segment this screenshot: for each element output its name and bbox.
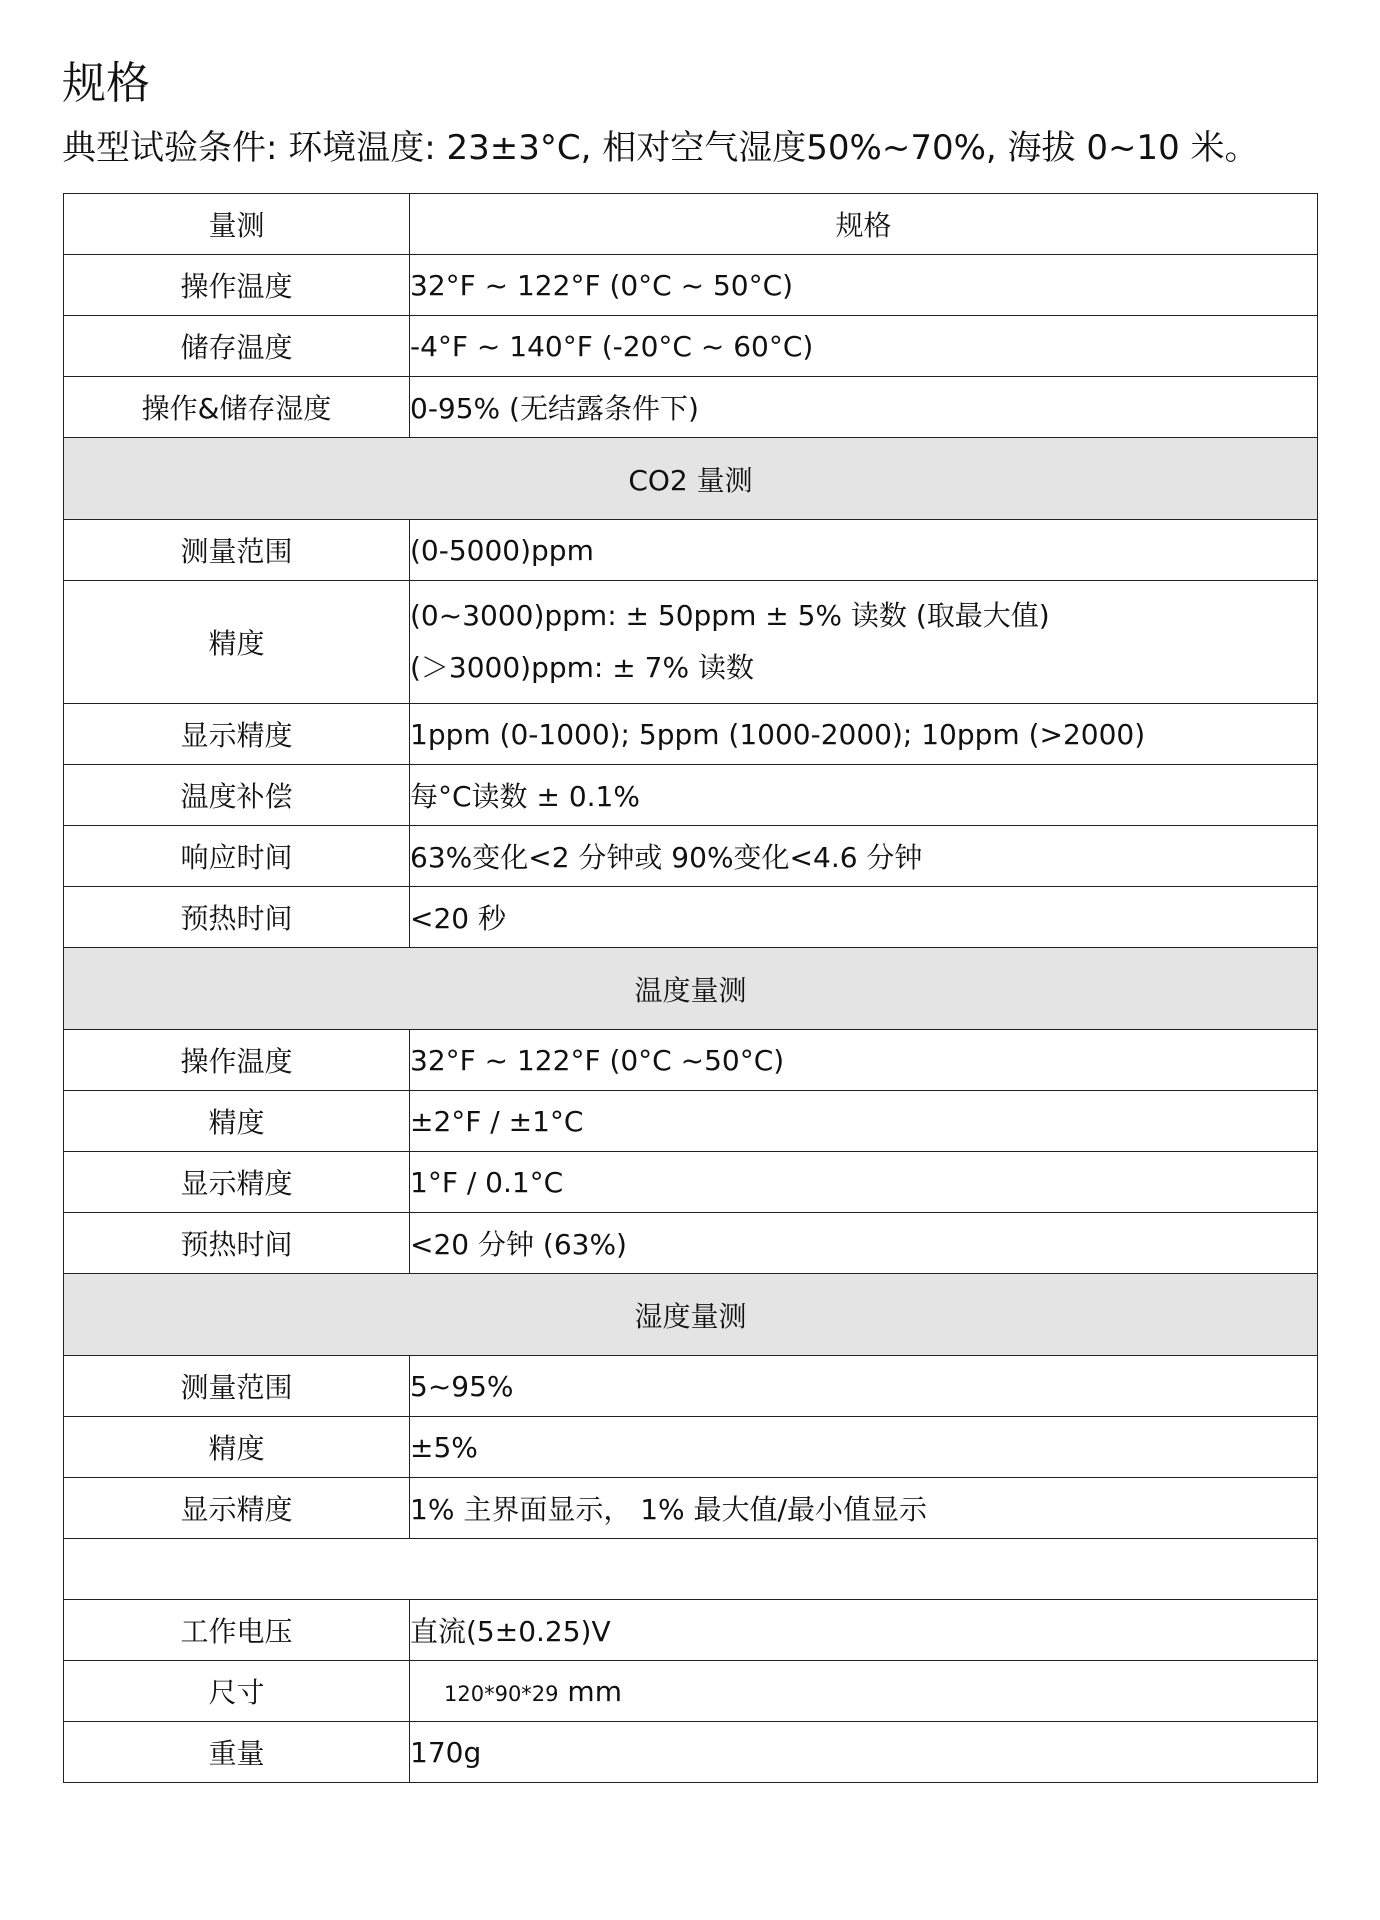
row-label: 储存温度 bbox=[64, 316, 410, 377]
table-row bbox=[64, 1722, 1318, 1783]
row-value: (0-5000)ppm bbox=[410, 520, 1318, 581]
row-label: 温度补偿 bbox=[64, 765, 410, 826]
header-measure: 量测 bbox=[64, 194, 410, 255]
row-label: 显示精度 bbox=[64, 1152, 410, 1213]
table-row bbox=[64, 377, 1318, 438]
section-header-temperature bbox=[64, 948, 1318, 1030]
table-row bbox=[64, 1417, 1318, 1478]
section-header-humidity bbox=[64, 1274, 1318, 1356]
row-label: 预热时间 bbox=[64, 887, 410, 948]
row-value: 1°F / 0.1°C bbox=[410, 1152, 1318, 1213]
row-label: 精度 bbox=[64, 1091, 410, 1152]
table-row bbox=[64, 887, 1318, 948]
row-label: 重量 bbox=[64, 1722, 410, 1783]
row-label: 精度 bbox=[64, 581, 410, 704]
table-row bbox=[64, 1356, 1318, 1417]
row-value: 63%变化<2 分钟或 90%变化<4.6 分钟 bbox=[410, 826, 1318, 887]
table-header-row bbox=[64, 194, 1318, 255]
row-value bbox=[410, 581, 1318, 704]
table-row bbox=[64, 826, 1318, 887]
table-row bbox=[64, 1152, 1318, 1213]
size-dimensions: 120*90*29 bbox=[444, 1681, 559, 1706]
table-row bbox=[64, 316, 1318, 377]
row-value: 5~95% bbox=[410, 1356, 1318, 1417]
table-row bbox=[64, 255, 1318, 316]
row-value: 32°F ~ 122°F (0°C ~ 50°C) bbox=[410, 255, 1318, 316]
row-value: 0-95% (无结露条件下) bbox=[410, 377, 1318, 438]
section-title: 湿度量测 bbox=[64, 1274, 1318, 1356]
row-label: 显示精度 bbox=[64, 1478, 410, 1539]
row-label: 精度 bbox=[64, 1417, 410, 1478]
blank-cell bbox=[64, 1539, 1318, 1600]
table-row bbox=[64, 581, 1318, 704]
table-row bbox=[64, 765, 1318, 826]
row-value: <20 秒 bbox=[410, 887, 1318, 948]
row-value: 1% 主界面显示， 1% 最大值/最小值显示 bbox=[410, 1478, 1318, 1539]
table-row bbox=[64, 1661, 1318, 1722]
spec-table bbox=[63, 193, 1318, 1783]
test-conditions: 典型试验条件: 环境温度: 23±3°C, 相对空气湿度50%~70%, 海拔 0~10 米。 bbox=[62, 128, 1259, 168]
section-title: CO2 量测 bbox=[64, 438, 1318, 520]
table-row bbox=[64, 1091, 1318, 1152]
row-value: <20 分钟 (63%) bbox=[410, 1213, 1318, 1274]
blank-row bbox=[64, 1539, 1318, 1600]
row-label: 测量范围 bbox=[64, 520, 410, 581]
header-spec: 规格 bbox=[410, 194, 1318, 255]
row-value: ±5% bbox=[410, 1417, 1318, 1478]
table-row bbox=[64, 1213, 1318, 1274]
row-label: 操作&储存湿度 bbox=[64, 377, 410, 438]
row-value: ±2°F / ±1°C bbox=[410, 1091, 1318, 1152]
row-label: 预热时间 bbox=[64, 1213, 410, 1274]
row-label: 测量范围 bbox=[64, 1356, 410, 1417]
table-row bbox=[64, 704, 1318, 765]
row-value: 170g bbox=[410, 1722, 1318, 1783]
row-value: 直流(5±0.25)V bbox=[410, 1600, 1318, 1661]
accuracy-line-1: (0~3000)ppm: ± 50ppm ± 5% 读数 (取最大值) bbox=[410, 599, 1050, 632]
table-row bbox=[64, 1478, 1318, 1539]
row-label: 操作温度 bbox=[64, 1030, 410, 1091]
row-label: 显示精度 bbox=[64, 704, 410, 765]
row-label: 操作温度 bbox=[64, 255, 410, 316]
section-title: 温度量测 bbox=[64, 948, 1318, 1030]
row-value: -4°F ~ 140°F (-20°C ~ 60°C) bbox=[410, 316, 1318, 377]
section-header-co2 bbox=[64, 438, 1318, 520]
row-value: 每°C读数 ± 0.1% bbox=[410, 765, 1318, 826]
row-label: 尺寸 bbox=[64, 1661, 410, 1722]
table-row bbox=[64, 520, 1318, 581]
row-value: 32°F ~ 122°F (0°C ~50°C) bbox=[410, 1030, 1318, 1091]
row-value bbox=[410, 1661, 1318, 1722]
row-label: 响应时间 bbox=[64, 826, 410, 887]
accuracy-line-2: (＞3000)ppm: ± 7% 读数 bbox=[410, 651, 754, 684]
table-row bbox=[64, 1600, 1318, 1661]
row-label: 工作电压 bbox=[64, 1600, 410, 1661]
row-value: 1ppm (0-1000); 5ppm (1000-2000); 10ppm (>2000) bbox=[410, 704, 1318, 765]
size-unit: mm bbox=[558, 1674, 622, 1708]
table-row bbox=[64, 1030, 1318, 1091]
page-title: 规格 bbox=[62, 58, 150, 109]
